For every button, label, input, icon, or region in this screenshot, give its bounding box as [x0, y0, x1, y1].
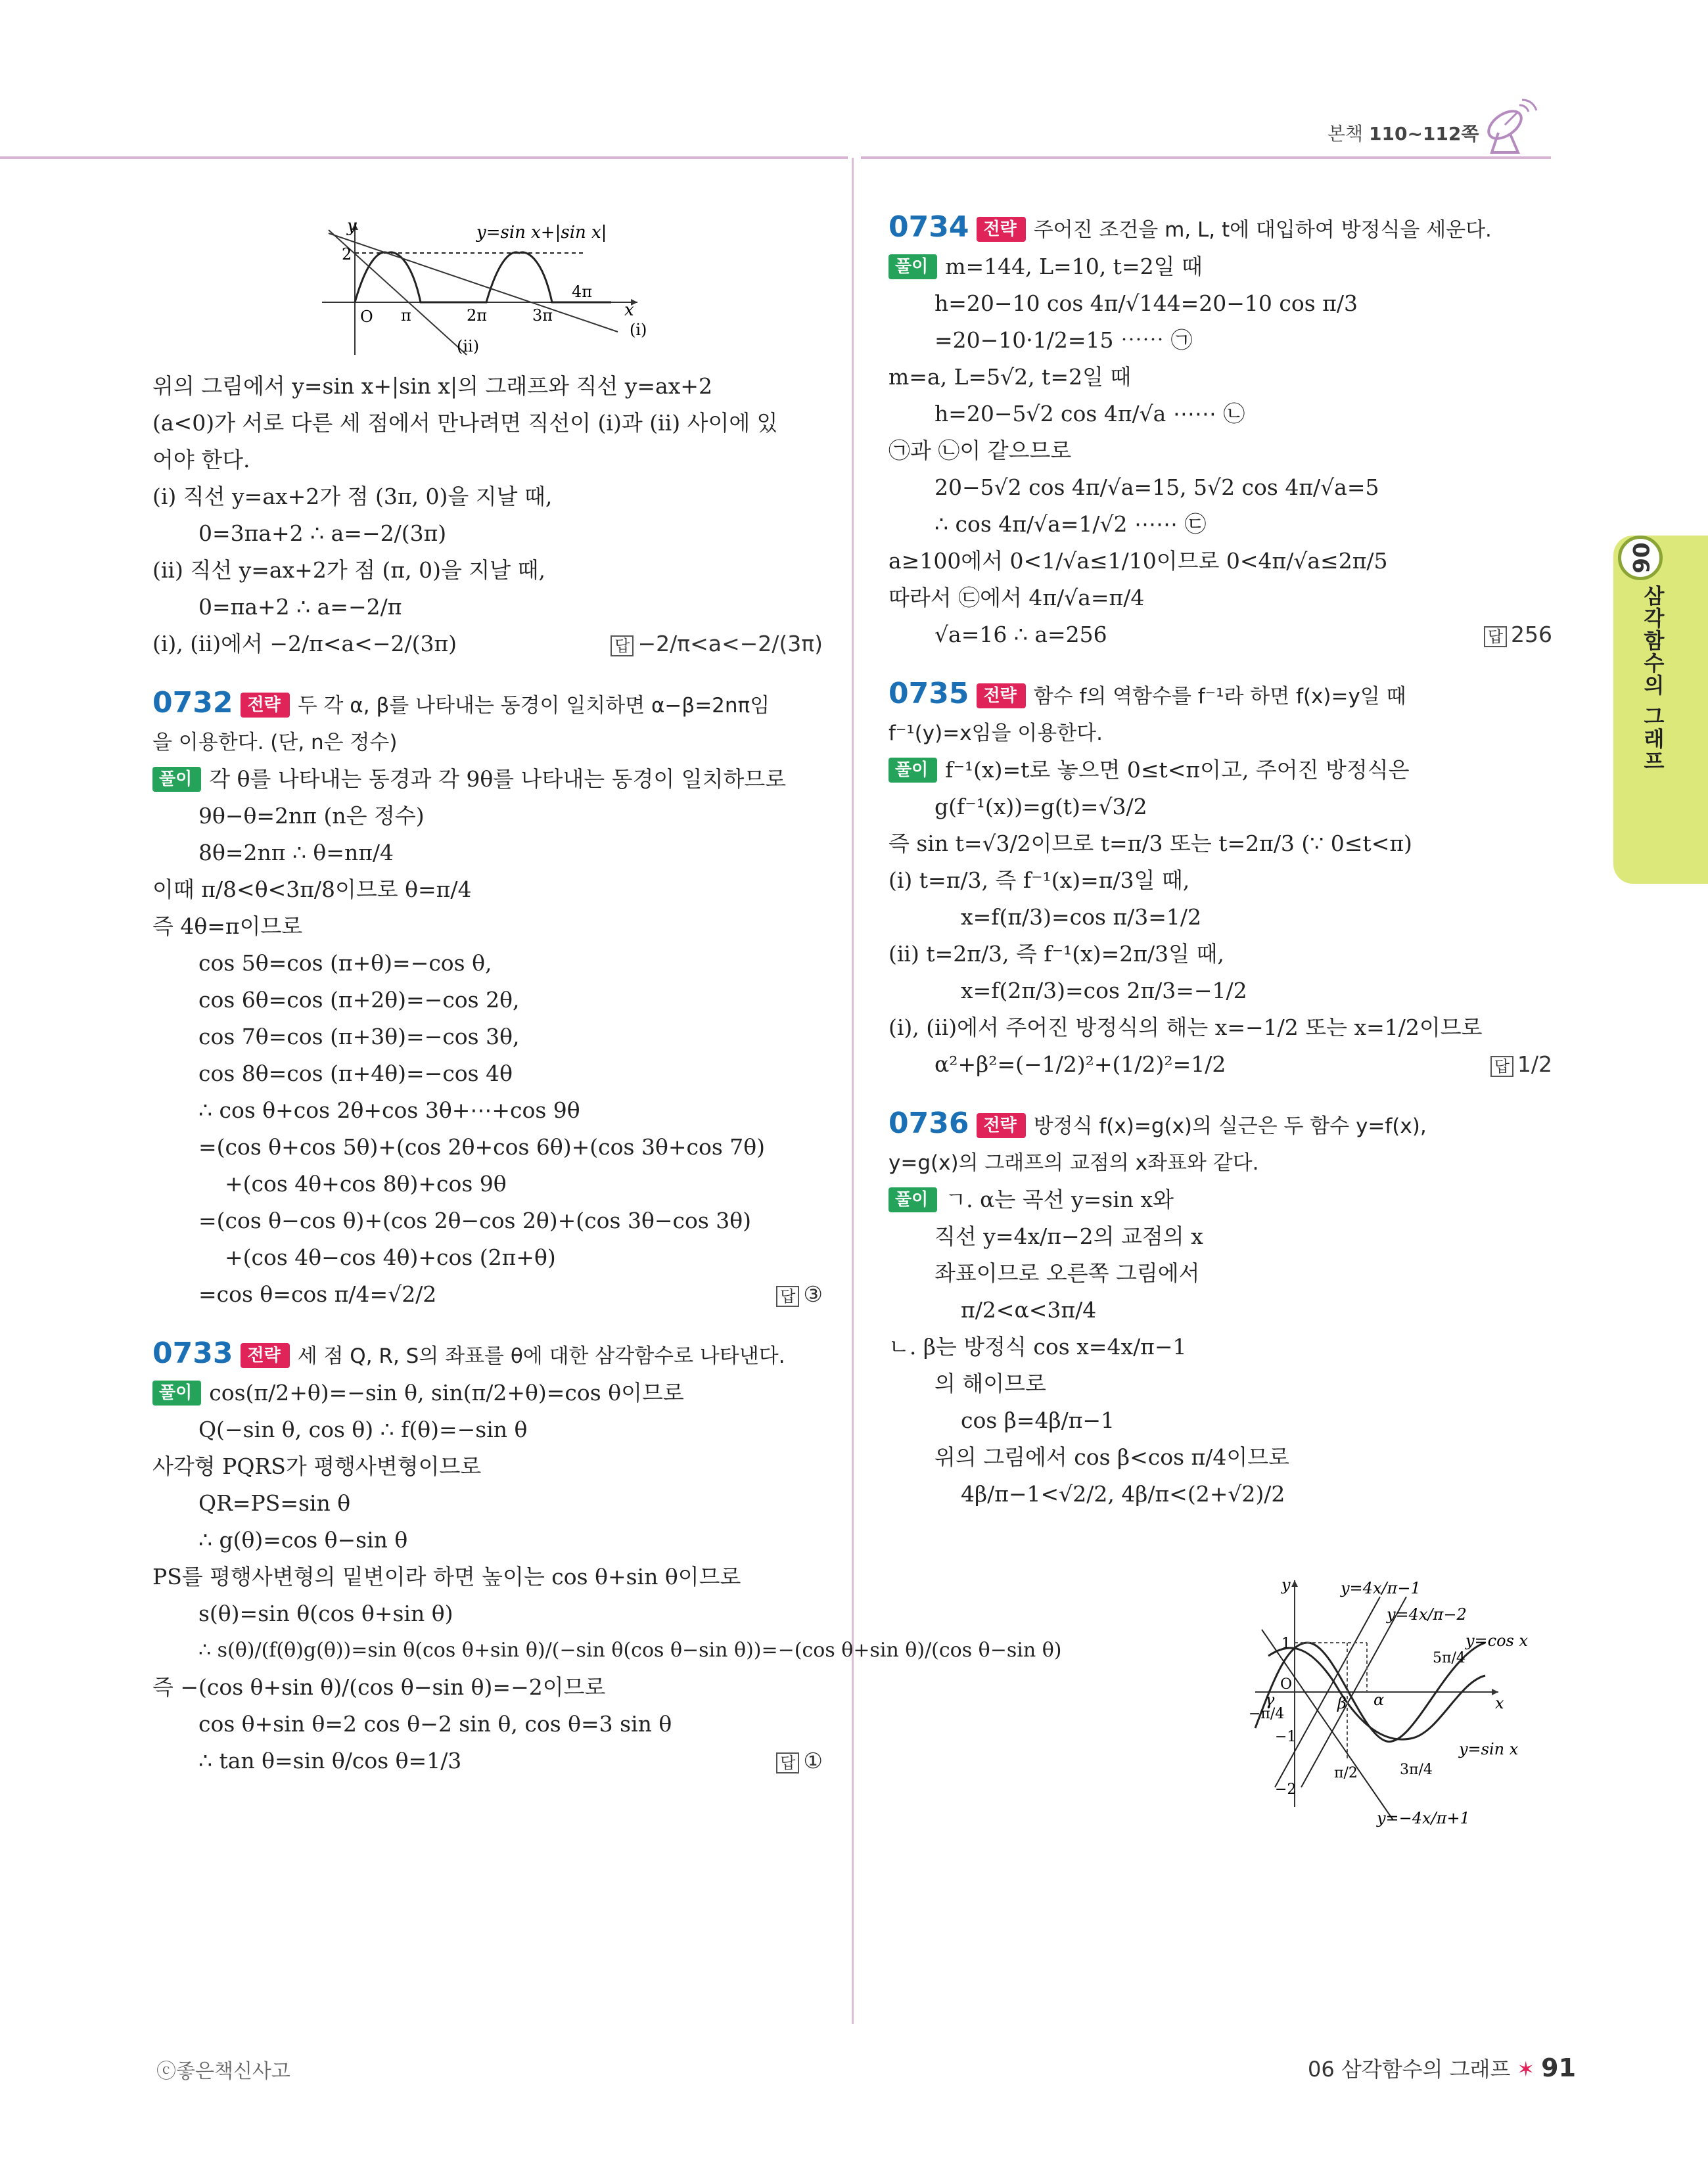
text-line: π/2<α<3π/4 [961, 1297, 1097, 1323]
text-line: x=f(π/3)=cos π/3=1/2 [961, 904, 1202, 930]
text-line: 풀이 cos(π/2+θ)=−sin θ, sin(π/2+θ)=cos θ이므로 [152, 1375, 823, 1411]
problem-number: 0734 [889, 210, 969, 244]
text-line: (i), (ii)에서 −2/π<a<−2/(3π) 답 −2/π<a<−2/(3π) [152, 626, 823, 662]
text-line: 4β/π−1<√2/2, 4β/π<(2+√2)/2 [961, 1481, 1285, 1507]
text-line: cos 8θ=cos (π+4θ)=−cos 4θ [198, 1061, 513, 1086]
text-line: ∴ tan θ=sin θ/cos θ=1/3 답 ① [152, 1743, 823, 1779]
text-line: ∴ s(θ)/(f(θ)g(θ))=sin θ(cos θ+sin θ)/(−sin θ(cos θ−sin θ))=−(cos θ+sin θ)/(cos θ−sin θ) [198, 1639, 1062, 1662]
text-line: 8θ=2nπ ∴ θ=nπ/4 [198, 840, 394, 865]
text-line: (i) t=π/3, 즉 f⁻¹(x)=π/3일 때, [889, 867, 1190, 893]
text-line: α²+β²=(−1/2)²+(1/2)²=1/2 답 1/2 [889, 1046, 1552, 1083]
graph2-y-label: y [1281, 1576, 1291, 1594]
graph-intersections [1249, 1570, 1558, 1833]
graph2-gamma: γ [1265, 1691, 1275, 1709]
text-line: f⁻¹(y)=x임을 이용한다. [889, 721, 1103, 745]
answer-0734: 답 256 [1484, 616, 1552, 653]
graph2-label: y=4x/π−2 [1387, 1605, 1467, 1624]
text-line: 이때 π/8<θ<3π/8이므로 θ=π/4 [152, 877, 472, 902]
text-line: x=f(2π/3)=cos 2π/3=−1/2 [961, 978, 1247, 1003]
problem-number: 0736 [889, 1107, 969, 1140]
text-line: h=20−5√2 cos 4π/√a ⋯⋯ ㉡ [935, 401, 1245, 426]
header-rule-right [861, 156, 1551, 159]
graph1-origin: O [360, 308, 373, 326]
graph2-tick: 3π/4 [1400, 1762, 1433, 1778]
star-icon: ✶ [1517, 2057, 1535, 2082]
text-line: 0=3πa+2 ∴ a=−2/(3π) [198, 520, 447, 546]
text-line: (i), (ii)에서 주어진 방정식의 해는 x=−1/2 또는 x=1/2이므로 [889, 1015, 1483, 1040]
text-line: cos θ+sin θ=2 cos θ−2 sin θ, cos θ=3 sin θ [198, 1711, 672, 1737]
graph2-label: y=−4x/π+1 [1377, 1809, 1470, 1827]
graph2-tick: π/2 [1334, 1765, 1358, 1781]
problem-header: 0732 전략 두 각 α, β를 나타내는 동경이 일치하면 α−β=2nπ임 [152, 686, 770, 720]
text-line: cos β=4β/π−1 [961, 1407, 1115, 1433]
graph2-minus-one: −1 [1275, 1729, 1297, 1745]
chapter-tab-title: 삼각함수의 그래프 [1640, 585, 1665, 773]
graph1-tick: π [401, 306, 411, 325]
strategy-tag: 전략 [241, 1343, 289, 1368]
text-line: ∴ g(θ)=cos θ−sin θ [198, 1527, 408, 1553]
text-line: 의 해이므로 [935, 1371, 1046, 1396]
text-line: h=20−10 cos 4π/√144=20−10 cos π/3 [935, 290, 1358, 316]
page-reference: 본책 110~112쪽 [1327, 123, 1479, 145]
chapter-title: 06 삼각함수의 그래프 [1308, 2057, 1511, 2082]
text-line: 직선 y=4x/π−2의 교점의 x [935, 1224, 1203, 1249]
problem-number: 0732 [152, 686, 233, 720]
text-line: 풀이 ㄱ. α는 곡선 y=sin x와 [889, 1181, 1552, 1218]
graph1-y-tick: 2 [342, 245, 352, 263]
text-line: 풀이 각 θ를 나타내는 동경과 각 9θ를 나타내는 동경이 일치하므로 [152, 761, 823, 798]
text-line: 즉 4θ=π이므로 [152, 913, 303, 939]
text-line: =(cos θ+cos 5θ)+(cos 2θ+cos 6θ)+(cos 3θ+cos 7θ) [198, 1134, 765, 1160]
header-rule-left [0, 156, 848, 159]
text-line: 을 이용한다. (단, n은 정수) [152, 731, 398, 754]
text-line: 어야 한다. [152, 447, 250, 472]
problem-header: 0735 전략 함수 f의 역함수를 f⁻¹라 하면 f(x)=y일 때 [889, 677, 1406, 710]
text-line: (i) 직선 y=ax+2가 점 (3π, 0)을 지날 때, [152, 484, 553, 509]
strategy-tag: 전략 [977, 217, 1025, 242]
answer-0735: 답 1/2 [1490, 1046, 1552, 1083]
text-line: Q(−sin θ, cos θ) ∴ f(θ)=−sin θ [198, 1417, 528, 1442]
text-line: +(cos 4θ−cos 4θ)+cos (2π+θ) [225, 1245, 556, 1270]
text-line: 풀이 f⁻¹(x)=t로 놓으면 0≤t<π이고, 주어진 방정식은 [889, 752, 1552, 789]
graph2-one: 1 [1281, 1635, 1291, 1652]
text-line: ∴ cos 4π/√a=1/√2 ⋯⋯ ㉢ [935, 511, 1207, 537]
text-line: cos 6θ=cos (π+2θ)=−cos 2θ, [198, 987, 520, 1013]
text-line: ㄴ. β는 방정식 cos x=4x/π−1 [889, 1334, 1187, 1360]
graph2-minus-two: −2 [1275, 1781, 1297, 1798]
text-line: (a<0)가 서로 다른 세 점에서 만나려면 직선이 (i)과 (ii) 사이에 있 [152, 410, 778, 436]
solution-tag: 풀이 [889, 254, 937, 279]
solution-tag: 풀이 [152, 767, 201, 792]
answer-0731: 답 −2/π<a<−2/(3π) [611, 626, 823, 662]
text-line: 9θ−θ=2nπ (n은 정수) [198, 803, 425, 829]
text-line: cos 7θ=cos (π+3θ)=−cos 3θ, [198, 1024, 520, 1049]
graph1-func-label: y=sin x+|sin x| [476, 223, 607, 242]
text-line: √a=16 ∴ a=256 답 256 [889, 616, 1552, 653]
problem-number: 0735 [889, 677, 969, 710]
text-line: 즉 −(cos θ+sin θ)/(cos θ−sin θ)=−2이므로 [152, 1674, 606, 1700]
text-line: s(θ)=sin θ(cos θ+sin θ) [198, 1601, 453, 1626]
strategy-tag: 전략 [241, 693, 289, 718]
graph-sin-abs [309, 217, 677, 361]
text-line: 위의 그림에서 y=sin x+|sin x|의 그래프와 직선 y=ax+2 [152, 373, 712, 399]
answer-0732: 답 ③ [776, 1276, 823, 1313]
text-line: QR=PS=sin θ [198, 1490, 351, 1516]
problem-header: 0736 전략 방정식 f(x)=g(x)의 실근은 두 함수 y=f(x), [889, 1107, 1427, 1140]
column-divider [852, 158, 854, 2024]
answer-0733: 답 ① [776, 1743, 823, 1779]
strategy-tag: 전략 [977, 683, 1025, 708]
chapter-number-badge: 06 [1618, 536, 1663, 580]
graph2-beta: β [1337, 1694, 1347, 1712]
text-line: y=g(x)의 그래프의 교점의 x좌표와 같다. [889, 1151, 1259, 1175]
graph2-x-label: x [1495, 1694, 1504, 1712]
text-line: (ii) 직선 y=ax+2가 점 (π, 0)을 지날 때, [152, 557, 545, 583]
text-line: cos 5θ=cos (π+θ)=−cos θ, [198, 950, 492, 976]
text-line: ∴ cos θ+cos 2θ+cos 3θ+⋯+cos 9θ [198, 1097, 580, 1123]
graph2-alpha: α [1373, 1691, 1385, 1709]
text-line: PS를 평행사변형의 밑변이라 하면 높이는 cos θ+sin θ이므로 [152, 1564, 741, 1590]
text-line: +(cos 4θ+cos 8θ)+cos 9θ [225, 1171, 507, 1197]
graph1-x-label: x [624, 300, 634, 320]
text-line: a≥100에서 0<1/√a≤1/10이므로 0<4π/√a≤2π/5 [889, 548, 1388, 574]
text-line: 풀이 m=144, L=10, t=2일 때 [889, 248, 1552, 285]
graph2-label: y=4x/π−1 [1341, 1579, 1421, 1597]
text-line: 사각형 PQRS가 평행사변형이므로 [152, 1453, 482, 1479]
text-line: 20−5√2 cos 4π/√a=15, 5√2 cos 4π/√a=5 [935, 474, 1379, 500]
page-number: 91 [1541, 2053, 1577, 2082]
solution-tag: 풀이 [889, 1187, 937, 1212]
graph2-label: y=cos x [1466, 1632, 1529, 1650]
text-line: 위의 그림에서 cos β<cos π/4이므로 [935, 1444, 1289, 1470]
graph1-tick: 3π [532, 306, 553, 325]
solution-tag: 풀이 [889, 758, 937, 783]
problem-header: 0734 전략 주어진 조건을 m, L, t에 대입하여 방정식을 세운다. [889, 210, 1492, 244]
text-line: g(f⁻¹(x))=g(t)=√3/2 [935, 794, 1147, 819]
graph1-line-ii: (ii) [457, 337, 480, 355]
text-line: =20−10·1/2=15 ⋯⋯ ㉠ [935, 327, 1193, 353]
text-line: m=a, L=5√2, t=2일 때 [889, 364, 1132, 390]
right-column [889, 209, 1552, 1513]
text-line: 따라서 ㉢에서 4π/√a=π/4 [889, 585, 1145, 610]
text-line: =(cos θ−cos θ)+(cos 2θ−cos 2θ)+(cos 3θ−cos 3θ) [198, 1208, 751, 1233]
page-footer [1308, 2053, 1576, 2083]
graph1-tick: 2π [467, 306, 488, 325]
problem-number: 0733 [152, 1337, 233, 1370]
problem-header: 0733 전략 세 점 Q, R, S의 좌표를 θ에 대한 삼각함수로 나타낸다. [152, 1337, 785, 1370]
graph1-line-i: (i) [630, 321, 647, 339]
text-line: ㉠과 ㉡이 같으므로 [889, 438, 1072, 463]
graph2-origin: O [1280, 1676, 1293, 1693]
publisher-credit: ⓒ좋은책신사고 [156, 2060, 290, 2083]
graph1-tick: 4π [572, 283, 593, 301]
graph2-label: y=sin x [1459, 1740, 1519, 1758]
graph1-y-label: y [347, 217, 357, 236]
graph2-tick: −π/4 [1249, 1706, 1285, 1722]
satellite-dish-icon [1479, 92, 1538, 158]
graph2-tick: 5π/4 [1433, 1650, 1466, 1666]
solution-tag: 풀이 [152, 1381, 201, 1406]
text-line: 0=πa+2 ∴ a=−2/π [198, 594, 402, 620]
text-line: 좌표이므로 오른쪽 그림에서 [935, 1260, 1200, 1286]
text-line: (ii) t=2π/3, 즉 f⁻¹(x)=2π/3일 때, [889, 941, 1224, 967]
text-line: =cos θ=cos π/4=√2/2 답 ③ [152, 1276, 823, 1313]
strategy-tag: 전략 [977, 1113, 1025, 1138]
text-line: 즉 sin t=√3/2이므로 t=π/3 또는 t=2π/3 (∵ 0≤t<π) [889, 831, 1412, 856]
